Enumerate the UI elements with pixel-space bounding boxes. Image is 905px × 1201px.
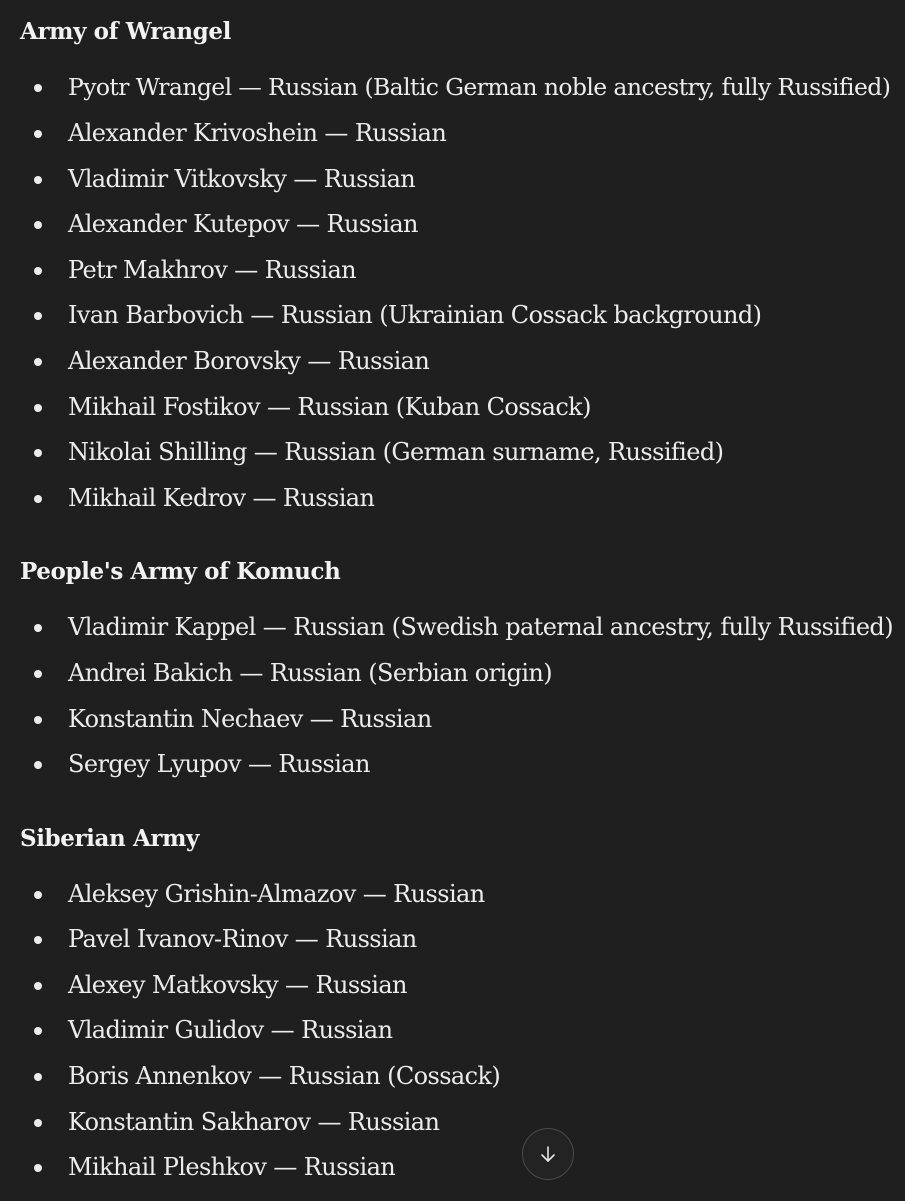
list-item: Nikolai Shilling — Russian (German surname, Russified) [0,436,905,468]
bullet-icon [34,936,42,944]
bullet-icon [34,312,42,320]
list-item: Aleksey Grishin-Almazov — Russian [0,878,905,910]
list-item: Mikhail Pleshkov — Russian [0,1151,905,1183]
scroll-to-bottom-button[interactable] [522,1128,574,1180]
bullet-icon [34,761,42,769]
list-item: Andrei Bakich — Russian (Serbian origin) [0,657,905,689]
bullet-icon [34,267,42,275]
bullet-icon [34,624,42,632]
list-item: Pavel Ivanov-Rinov — Russian [0,923,905,955]
bullet-icon [34,449,42,457]
list-item: Mikhail Kedrov — Russian [0,482,905,514]
list-item: Pyotr Wrangel — Russian (Baltic German noble ancestry, fully Russified) [0,71,905,103]
bullet-icon [34,1164,42,1172]
section-heading-army-of-wrangel: Army of Wrangel [20,18,231,45]
list-item: Konstantin Sakharov — Russian [0,1106,905,1138]
bullet-icon [34,1073,42,1081]
section-heading-komuch: People's Army of Komuch [20,558,341,585]
list-item: Alexander Kutepov — Russian [0,208,905,240]
bullet-icon [34,670,42,678]
list-item: Alexey Matkovsky — Russian [0,969,905,1001]
list-item: Konstantin Nechaev — Russian [0,703,905,735]
list-item: Mikhail Fostikov — Russian (Kuban Cossack) [0,391,905,423]
bullet-icon [34,358,42,366]
list-item: Ivan Barbovich — Russian (Ukrainian Cossack background) [0,299,905,331]
bullet-icon [34,130,42,138]
list-item: Vladimir Kappel — Russian (Swedish paternal ancestry, fully Russified) [0,611,905,643]
bullet-icon [34,84,42,92]
bullet-icon [34,891,42,899]
list-item: Alexander Krivoshein — Russian [0,117,905,149]
arrow-down-icon [538,1144,558,1164]
bullet-icon [34,1027,42,1035]
section-heading-siberian-army: Siberian Army [20,825,200,852]
bullet-icon [34,404,42,412]
list-item: Sergey Lyupov — Russian [0,748,905,780]
list-item: Alexander Borovsky — Russian [0,345,905,377]
bullet-icon [34,716,42,724]
bullet-icon [34,1119,42,1127]
bullet-icon [34,495,42,503]
bullet-icon [34,176,42,184]
list-item: Petr Makhrov — Russian [0,254,905,286]
bullet-icon [34,221,42,229]
list-item: Vladimir Vitkovsky — Russian [0,163,905,195]
list-item: Vladimir Gulidov — Russian [0,1014,905,1046]
bullet-icon [34,982,42,990]
list-item: Boris Annenkov — Russian (Cossack) [0,1060,905,1092]
